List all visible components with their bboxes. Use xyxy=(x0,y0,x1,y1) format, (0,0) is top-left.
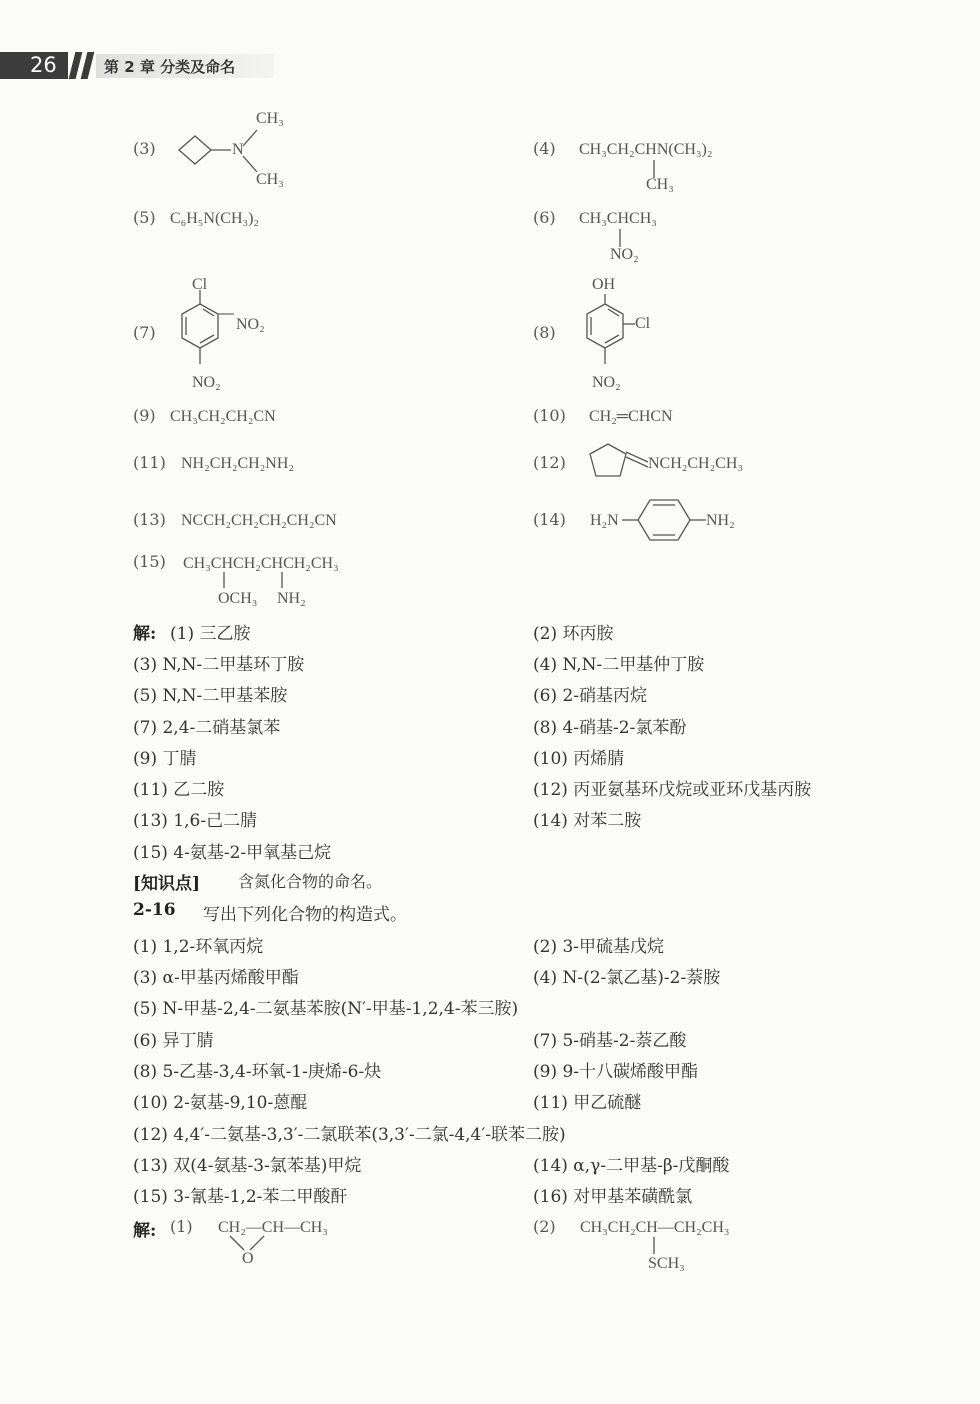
question-item: (15) 3-氰基-1,2-苯二甲酸酐 xyxy=(133,1187,348,1207)
branch-group: OCH₃ xyxy=(218,590,258,607)
knowledge-tag: [知识点] xyxy=(133,874,201,894)
answer-prefix: 解: xyxy=(133,1221,157,1241)
methyl-group: CH₃ xyxy=(256,110,284,127)
formula: CH₂═CHCN xyxy=(589,408,673,425)
page-number: 26 xyxy=(30,53,57,77)
formula: CH₃CH₂CH—CH₂CH₃ xyxy=(580,1219,730,1236)
question-item: (9) 9-十八碳烯酸甲酯 xyxy=(533,1062,699,1082)
question-item: (4) N-(2-氯乙基)-2-萘胺 xyxy=(533,968,721,988)
answer-item: (11) 乙二胺 xyxy=(133,780,225,800)
chapter-title: 第 2 章 分类及命名 xyxy=(104,58,236,76)
answer-item: (5) N,N-二甲基苯胺 xyxy=(133,686,288,706)
answer-item: (13) 1,6-己二腈 xyxy=(133,811,258,831)
structure-label: (5) xyxy=(133,208,156,227)
branch-group: NO₂ xyxy=(610,246,639,263)
substituent: NO₂ xyxy=(192,374,221,391)
answer-item: (7) 2,4-二硝基氯苯 xyxy=(133,718,281,738)
cyclopentane-ring xyxy=(586,440,656,490)
answer-item: (1) 三乙胺 xyxy=(170,624,251,644)
question-item: (11) 甲乙硫醚 xyxy=(533,1093,642,1113)
branch-group: CH₃ xyxy=(646,176,674,193)
question-item: (12) 4,4′-二氨基-3,3′-二氯联苯(3,3′-二氯-4,4′-联苯二胺) xyxy=(133,1125,566,1145)
header-decoration xyxy=(81,52,95,79)
answer-item: (3) N,N-二甲基环丁胺 xyxy=(133,655,305,675)
answer-item: (2) 环丙胺 xyxy=(533,624,614,644)
problem-text: 写出下列化合物的构造式。 xyxy=(203,905,407,925)
header-decoration xyxy=(69,52,83,79)
nitrogen-atom: N xyxy=(232,141,244,158)
substituent: Cl xyxy=(635,315,651,332)
structure-label: (6) xyxy=(533,208,556,227)
branch-group: SCH₃ xyxy=(648,1255,685,1272)
structure-label: (12) xyxy=(533,453,566,472)
question-item: (7) 5-硝基-2-萘乙酸 xyxy=(533,1031,687,1051)
structure-label: (3) xyxy=(133,139,156,158)
structure-label: (7) xyxy=(133,323,156,342)
amino-group: H₂N xyxy=(590,512,619,529)
formula: C₆H₅N(CH₃)₂ xyxy=(170,210,259,227)
substituent: OH xyxy=(592,276,616,293)
benzene-ring xyxy=(575,290,655,380)
question-item: (10) 2-氨基-9,10-蒽醌 xyxy=(133,1093,308,1113)
substituent: NO₂ xyxy=(592,374,621,391)
methyl-group: CH₃ xyxy=(256,171,284,188)
question-item: (13) 双(4-氨基-3-氯苯基)甲烷 xyxy=(133,1156,362,1176)
question-item: (5) N-甲基-2,4-二氨基苯胺(N′-甲基-1,2,4-苯三胺) xyxy=(133,999,519,1019)
structure-label: (13) xyxy=(133,510,166,529)
structure-label: (2) xyxy=(533,1217,556,1236)
question-item: (3) α-甲基丙烯酸甲酯 xyxy=(133,968,299,988)
formula: NCCH₂CH₂CH₂CH₂CN xyxy=(181,512,337,529)
structure-label: (9) xyxy=(133,406,156,425)
question-item: (2) 3-甲硫基戊烷 xyxy=(533,937,665,957)
substituent: Cl xyxy=(192,276,208,293)
formula: CH₃CHCH₂CHCH₂CH₃ xyxy=(183,555,339,572)
question-item: (14) α,γ-二甲基-β-戊酮酸 xyxy=(533,1156,730,1176)
question-item: (6) 异丁腈 xyxy=(133,1031,214,1051)
structure-label: (10) xyxy=(533,406,566,425)
answer-item: (8) 4-硝基-2-氯苯酚 xyxy=(533,718,687,738)
formula: NH₂CH₂CH₂NH₂ xyxy=(181,455,294,472)
formula: NCH₂CH₂CH₃ xyxy=(648,455,743,472)
formula: CH₃CH₂CH₂CN xyxy=(170,408,276,425)
structure-label: (8) xyxy=(533,323,556,342)
problem-number: 2-16 xyxy=(133,900,176,920)
question-item: (1) 1,2-环氧丙烷 xyxy=(133,937,264,957)
bond-line xyxy=(222,572,292,592)
bond-line xyxy=(652,1237,656,1257)
answer-item: (4) N,N-二甲基仲丁胺 xyxy=(533,655,705,675)
answer-item: (15) 4-氨基-2-甲氧基己烷 xyxy=(133,843,332,863)
benzene-ring xyxy=(170,290,250,380)
answer-item: (12) 丙亚氨基环戊烷或亚环戊基丙胺 xyxy=(533,780,812,800)
formula: CH₃CH₂CHN(CH₃)₂ xyxy=(579,141,713,158)
structure-label: (15) xyxy=(133,552,166,571)
answer-item: (10) 丙烯腈 xyxy=(533,749,625,769)
answer-item: (14) 对苯二胺 xyxy=(533,811,642,831)
structure-label: (1) xyxy=(170,1217,193,1236)
structure-label: (14) xyxy=(533,510,566,529)
formula: CH₂—CH—CH₃ xyxy=(218,1219,328,1236)
oxygen-atom: O xyxy=(242,1250,254,1267)
question-item: (8) 5-乙基-3,4-环氧-1-庚烯-6-炔 xyxy=(133,1062,382,1082)
answer-item: (9) 丁腈 xyxy=(133,749,197,769)
answer-prefix: 解: xyxy=(133,624,157,644)
amino-group: NH₂ xyxy=(706,512,735,529)
structure-label: (11) xyxy=(133,453,166,472)
benzene-ring xyxy=(622,496,712,546)
branch-group: NH₂ xyxy=(277,590,306,607)
formula: CH₃CHCH₃ xyxy=(579,210,657,227)
structure-label: (4) xyxy=(533,139,556,158)
substituent: NO₂ xyxy=(236,316,265,333)
answer-item: (6) 2-硝基丙烷 xyxy=(533,686,648,706)
knowledge-text: 含氮化合物的命名。 xyxy=(238,872,383,891)
question-item: (16) 对甲基苯磺酰氯 xyxy=(533,1187,693,1207)
